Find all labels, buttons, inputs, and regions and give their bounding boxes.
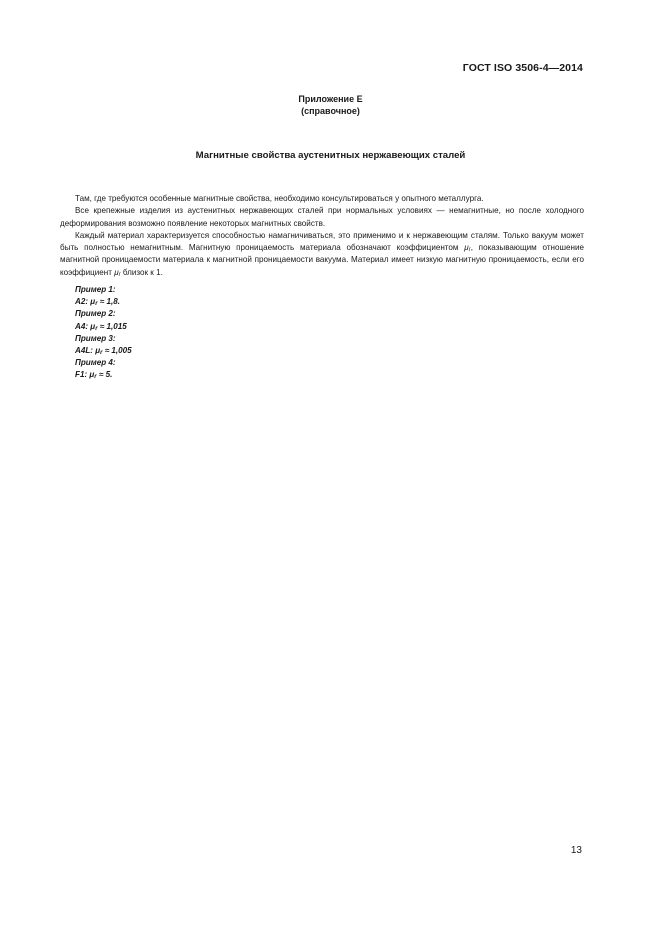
mu-symbol: $\mu_r$ — [464, 243, 471, 254]
annex-heading — [0, 93, 661, 117]
example-label: Пример 3: — [75, 333, 116, 343]
example-label: Пример 1: — [75, 285, 116, 294]
paragraph — [60, 230, 584, 279]
document-code: ГОСТ ISO 3506-4—2014 — [462, 62, 583, 74]
example-label: Пример 4: — [75, 358, 116, 368]
example-label: Пример 2: — [75, 309, 116, 319]
paragraph: Там, где требуются особенные магнитные свойства, необходимо консультироваться у опытного металлурга. — [75, 194, 484, 203]
example-value: A4: $\mu_r \approx 1,015$ — [75, 321, 127, 332]
mu-symbol: $\mu_r$ — [114, 267, 121, 278]
paragraph-text: Каждый материал характеризуется способностью намагничиваться, это применимо и к нержавеющим сталям. Только вакуум может быть полностью немагнитным. Магнитную проницаемость материала обозначают коэффициентом — [60, 230, 584, 253]
example-value: A4L: $\mu_r \approx 1,005$ — [75, 346, 132, 357]
paragraph: Все крепежные изделия из аустенитных нержавеющих сталей при нормальных условиях — немагнитные, но после холодного деформирования возможно появление некоторых магнитных свойств. — [60, 206, 584, 228]
annex-label: Приложение Е — [298, 94, 363, 104]
body-text — [60, 193, 584, 279]
paragraph-text: близок к 1. — [120, 267, 163, 277]
example-value: F1: $\mu_r \approx 5$. — [75, 370, 113, 381]
annex-type: (справочное) — [301, 106, 360, 116]
paragraph-text: , показывающим отношение магнитной проницаемости материала к магнитной проницаемости вакуума. Материал имеет низкую магнитную проницаемость, если его коэффициент — [60, 243, 584, 277]
section-title: Магнитные свойства аустенитных нержавеющих сталей — [195, 150, 466, 161]
examples-list — [75, 284, 132, 382]
example-value: A2: $\mu_r \approx 1,8$. — [75, 297, 120, 308]
page-number: 13 — [570, 845, 582, 856]
